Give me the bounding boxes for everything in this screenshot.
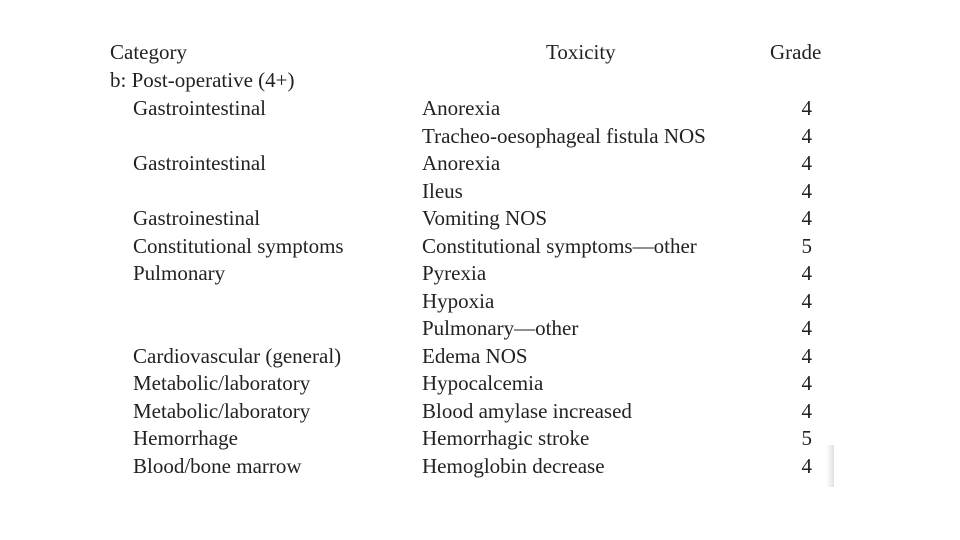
category-cell: Constitutional symptoms bbox=[133, 233, 344, 258]
toxicity-cell: Blood amylase increased bbox=[422, 398, 632, 423]
table-row bbox=[0, 260, 960, 288]
toxicity-cell: Anorexia bbox=[422, 96, 501, 120]
table-row bbox=[0, 453, 960, 481]
table-row bbox=[0, 370, 960, 398]
grade-cell: 4 bbox=[801, 316, 812, 340]
table-row bbox=[0, 178, 960, 206]
page-edge-shadow bbox=[826, 445, 834, 487]
table-row bbox=[0, 150, 960, 178]
grade-cell: 4 bbox=[801, 123, 812, 148]
table-row bbox=[0, 425, 960, 453]
toxicity-cell: Edema NOS bbox=[422, 343, 528, 368]
toxicity-cell: Pyrexia bbox=[422, 261, 487, 285]
toxicity-cell: Anorexia bbox=[422, 151, 501, 175]
toxicity-cell: Tracheo-oesophageal fistula NOS bbox=[422, 123, 706, 148]
toxicity-cell: Constitutional symptoms—other bbox=[422, 233, 697, 258]
table-row bbox=[0, 288, 960, 316]
table-row bbox=[0, 398, 960, 426]
category-cell: Cardiovascular (general) bbox=[133, 343, 342, 368]
grade-cell: 5 bbox=[801, 233, 812, 258]
category-cell: Metabolic/laboratory bbox=[133, 398, 311, 423]
category-cell: Pulmonary bbox=[133, 261, 226, 285]
grade-cell: 4 bbox=[801, 96, 812, 120]
category-cell: Gastroinestinal bbox=[133, 206, 261, 230]
category-cell: Gastrointestinal bbox=[133, 96, 266, 120]
column-header-toxicity: Toxicity bbox=[546, 40, 616, 64]
toxicity-cell: Hemorrhagic stroke bbox=[422, 426, 590, 450]
table-row bbox=[0, 123, 960, 151]
grade-cell: 5 bbox=[801, 426, 812, 450]
grade-cell: 4 bbox=[801, 343, 812, 368]
column-header-grade: Grade bbox=[770, 40, 822, 64]
toxicity-cell: Hypocalcemia bbox=[422, 371, 544, 395]
table-row bbox=[0, 343, 960, 371]
table-row bbox=[0, 233, 960, 261]
table-row bbox=[0, 95, 960, 123]
table-row bbox=[0, 205, 960, 233]
toxicity-cell: Pulmonary—other bbox=[422, 316, 579, 340]
category-cell: Metabolic/laboratory bbox=[133, 371, 311, 395]
grade-cell: 4 bbox=[801, 398, 812, 423]
category-cell: Hemorrhage bbox=[133, 426, 238, 450]
grade-cell: 4 bbox=[801, 371, 812, 395]
grade-cell: 4 bbox=[801, 178, 812, 203]
column-header-category: Category bbox=[110, 40, 187, 64]
grade-cell: 4 bbox=[801, 288, 812, 313]
grade-cell: 4 bbox=[801, 151, 812, 175]
toxicity-cell: Ileus bbox=[422, 178, 463, 203]
grade-cell: 4 bbox=[801, 206, 812, 230]
toxicity-cell: Hemoglobin decrease bbox=[422, 453, 605, 478]
grade-cell: 4 bbox=[801, 261, 812, 285]
toxicity-cell: Vomiting NOS bbox=[422, 206, 548, 230]
grade-cell: 4 bbox=[801, 453, 812, 478]
toxicity-cell: Hypoxia bbox=[422, 288, 495, 313]
category-cell: Gastrointestinal bbox=[133, 151, 266, 175]
table-row bbox=[0, 315, 960, 343]
category-cell: Blood/bone marrow bbox=[133, 453, 302, 478]
section-title: b: Post-operative (4+) bbox=[110, 68, 295, 92]
